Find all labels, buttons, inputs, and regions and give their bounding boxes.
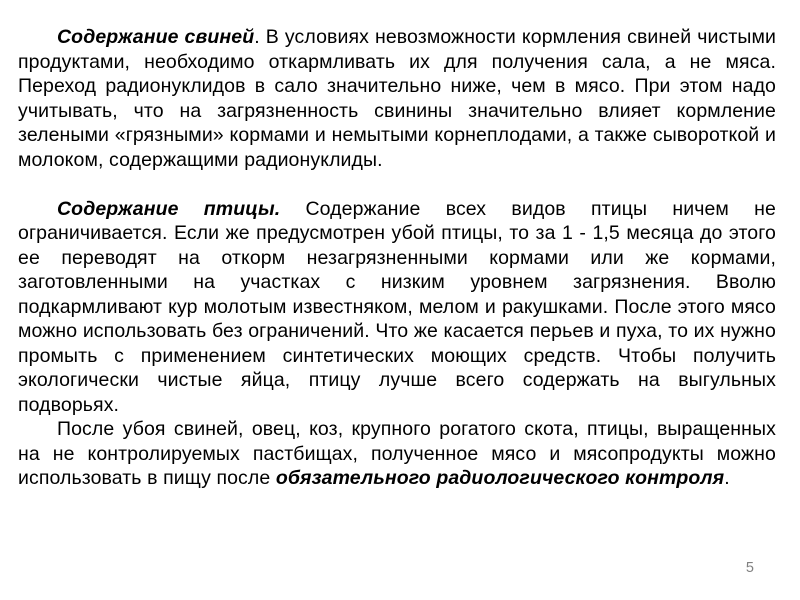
slide-text-block <box>18 25 776 491</box>
paragraph-slaughter-control <box>18 417 776 491</box>
text-segment: . <box>724 467 730 489</box>
text-segment-bold-italic: Содержание птицы. <box>57 197 281 220</box>
paragraph-pigs <box>18 25 776 172</box>
text-segment: После убоя свиней, овец, коз, крупного рогатого скота, птицы, выращенных на не контролируемых пастбищах, полученное мясо и мясопродукты можно использовать в пищу после <box>18 418 776 489</box>
page-number: 5 <box>745 560 754 576</box>
text-segment: Содержание всех видов птицы ничем не ограничивается. Если же предусмотрен убой птицы, то за 1 - 1,5 месяца до этого ее переводят на откорм незагрязненными кормами или же кормами, заготовленными на участках с низким уровнем загрязнения. Вволю подкармливают кур молотым известняком, мелом и ракушками. После этого мясо можно использовать без ограничений. Что же касается перьев и пуха, то их нужно промыть с применением синтетических моющих средств. Чтобы получить экологически чистые яйца, птицу лучше всего содержать на выгульных подворьях. <box>18 197 776 416</box>
text-segment-bold-italic: Содержание свиней <box>57 26 255 48</box>
text-segment: . В условиях невозможности кормления свиней чистыми продуктами, необходимо откармливать их для получения сала, а не мяса. Переход радионуклидов в сало значительно ниже, чем в мясо. При этом надо учитывать, что на загрязненность свинины значительно влияет кормление зелеными «грязными» кормами и немытыми корнеплодами, а также сывороткой и молоком, содержащими радионуклиды. <box>18 26 776 171</box>
text-segment-bold-italic: обязательного радиологического контроля <box>275 467 725 489</box>
paragraph-poultry <box>18 197 776 418</box>
